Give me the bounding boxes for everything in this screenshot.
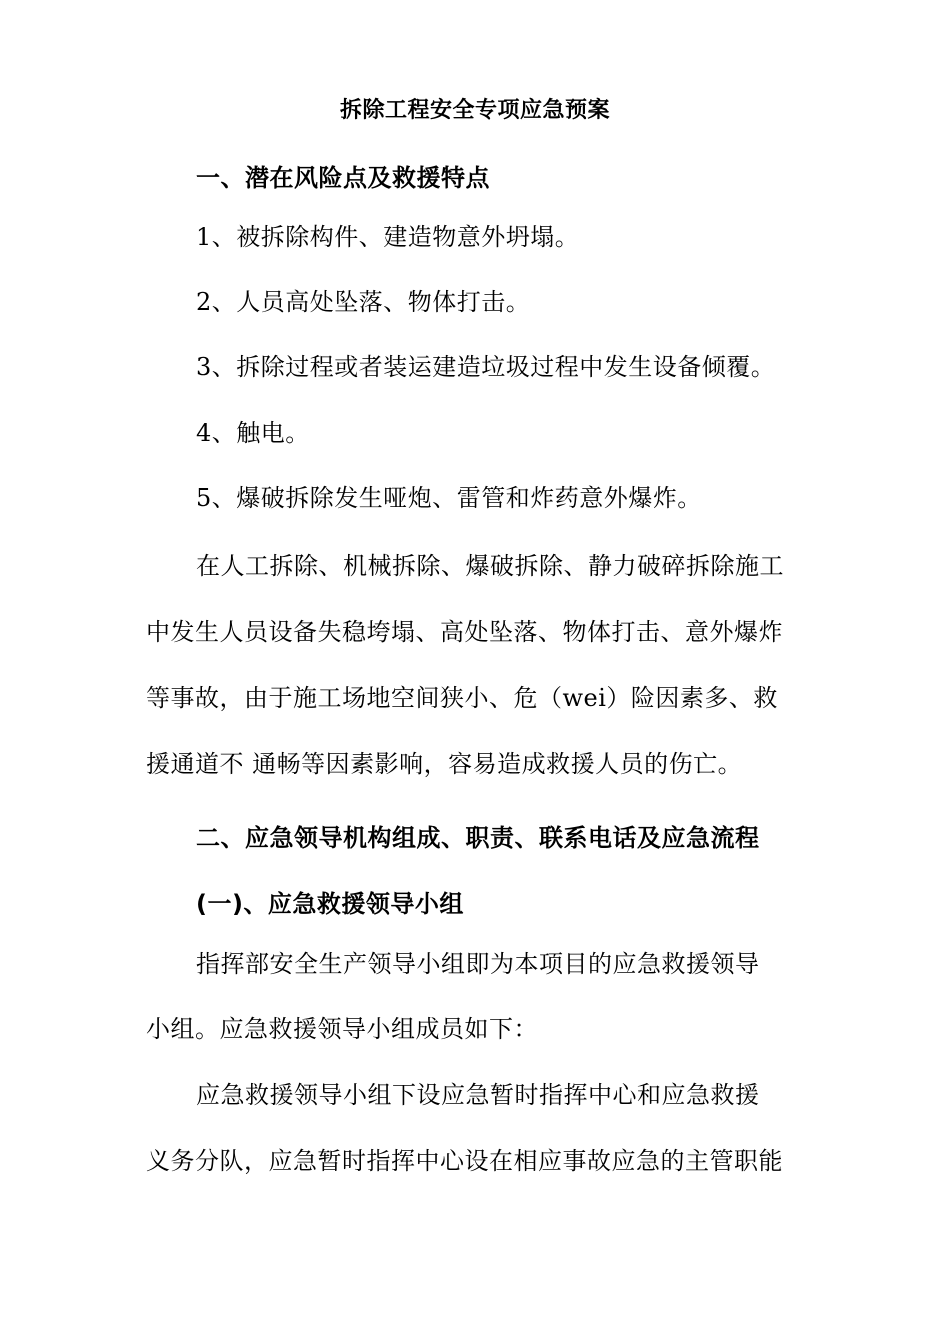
list-item: 4、触电。 (196, 419, 310, 447)
section-heading-emergency-organization: 二、应急领导机构组成、职责、联系电话及应急流程 (196, 824, 760, 852)
subsection-heading-leadership-group: (一)、应急救援领导小组 (196, 890, 464, 918)
paragraph-line: 援通道不 通畅等因素影响，容易造成救援人员的伤亡。 (146, 750, 743, 778)
list-item: 1、被拆除构件、建造物意外坍塌。 (196, 223, 580, 251)
paragraph-line: 指挥部安全生产领导小组即为本项目的应急救援领导 (196, 950, 760, 978)
paragraph-line: 小组。应急救援领导小组成员如下： (146, 1015, 538, 1043)
paragraph-line: 中发生人员设备失稳垮塌、高处坠落、物体打击、意外爆炸 (146, 618, 783, 646)
paragraph-line: 等事故，由于施工场地空间狭小、危（wei）险因素多、救 (146, 684, 778, 712)
paragraph-line: 义务分队，应急暂时指挥中心设在相应事故应急的主管职能 (146, 1147, 783, 1175)
list-item: 2、人员高处坠落、物体打击。 (196, 288, 531, 316)
paragraph-line: 在人工拆除、机械拆除、爆破拆除、静力破碎拆除施工 (196, 552, 784, 580)
document-title: 拆除工程安全专项应急预案 (339, 98, 610, 123)
list-item: 5、爆破拆除发生哑炮、雷管和炸药意外爆炸。 (196, 484, 702, 512)
list-item: 3、拆除过程或者装运建造垃圾过程中发生设备倾覆。 (196, 353, 776, 381)
section-heading-risk-points: 一、潜在风险点及救援特点 (196, 164, 490, 192)
paragraph-line: 应急救援领导小组下设应急暂时指挥中心和应急救援 (196, 1081, 760, 1109)
